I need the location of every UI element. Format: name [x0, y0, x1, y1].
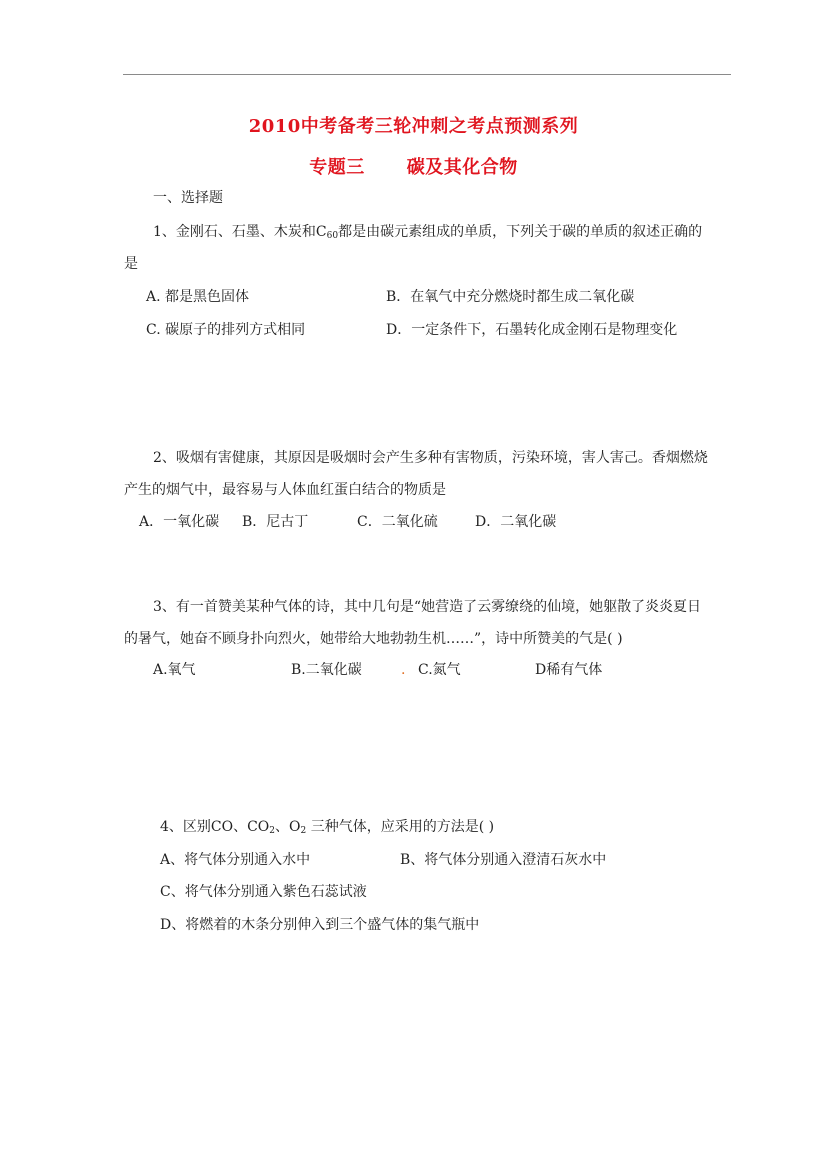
header-rule: [123, 74, 731, 75]
q4-option-a: A、将气体分别通入水中: [160, 852, 311, 868]
q4-text-b: 、O: [275, 819, 301, 835]
q4-text-c: 三种气体，应采用的方法是( ): [306, 819, 495, 835]
q4-subscript-2: 2: [300, 826, 307, 836]
q1-text-a: 1、金刚石、石墨、木炭和C: [153, 224, 327, 240]
q3-line2: 的暑气，她奋不顾身扑向烈火，她带给大地勃勃生机……”，诗中所赞美的气是( ): [124, 631, 623, 647]
q3-option-c: C.氮气: [418, 662, 461, 678]
q3-option-d: D稀有气体: [535, 662, 603, 678]
q2-option-a: A．一氧化碳: [139, 514, 220, 530]
q1-line2: 是: [124, 256, 138, 272]
q4-subscript-1: 2: [269, 826, 276, 836]
q2-line2: 产生的烟气中，最容易与人体血红蛋白结合的物质是: [124, 482, 446, 498]
q3-option-b: B.二氧化碳: [291, 662, 362, 678]
q3-line1: 3、有一首赞美某种气体的诗，其中几句是“她营造了云雾缭绕的仙境，她躯散了炎炎夏日: [153, 599, 702, 615]
q1-option-a: A. 都是黑色固体: [146, 289, 250, 305]
q1-option-c: C. 碳原子的排列方式相同: [146, 322, 306, 338]
q1-option-b: B．在氧气中充分燃烧时都生成二氧化碳: [386, 289, 635, 305]
q4-line1: [160, 817, 494, 837]
q3-option-a: A.氧气: [153, 662, 196, 678]
section-heading: 一、选择题: [153, 190, 223, 206]
q4-option-d: D、将燃着的木条分别伸入到三个盛气体的集气瓶中: [160, 917, 480, 933]
q4-option-b: B、将气体分别通入澄清石灰水中: [400, 852, 607, 868]
q4-text-a: 4、区别CO、CO: [160, 819, 270, 835]
q2-option-d: D．二氧化碳: [475, 514, 557, 530]
q2-option-c: C．二氧化硫: [357, 514, 438, 530]
q1-line1: [153, 222, 702, 242]
subtitle-topic-name: 碳及其化合物: [406, 157, 518, 178]
q2-line1: 2、吸烟有害健康，其原因是吸烟时会产生多种有害物质，污染环境，害人害己。香烟燃烧: [153, 450, 708, 466]
document-title: 2010中考备考三轮冲刺之考点预测系列: [248, 116, 579, 137]
subtitle-topic-number: 专题三: [309, 157, 365, 178]
q3-stray-dot: .: [401, 662, 406, 678]
q1-subscript: 60: [326, 231, 339, 241]
document-subtitle: [0, 153, 827, 179]
q4-option-c: C、将气体分别通入紫色石蕊试液: [160, 884, 367, 900]
q1-text-b: 都是由碳元素组成的单质，下列关于碳的单质的叙述正确的: [338, 224, 703, 240]
q1-option-d: D．一定条件下，石墨转化成金刚石是物理变化: [386, 322, 678, 338]
q2-option-b: B．尼古丁: [242, 514, 309, 530]
